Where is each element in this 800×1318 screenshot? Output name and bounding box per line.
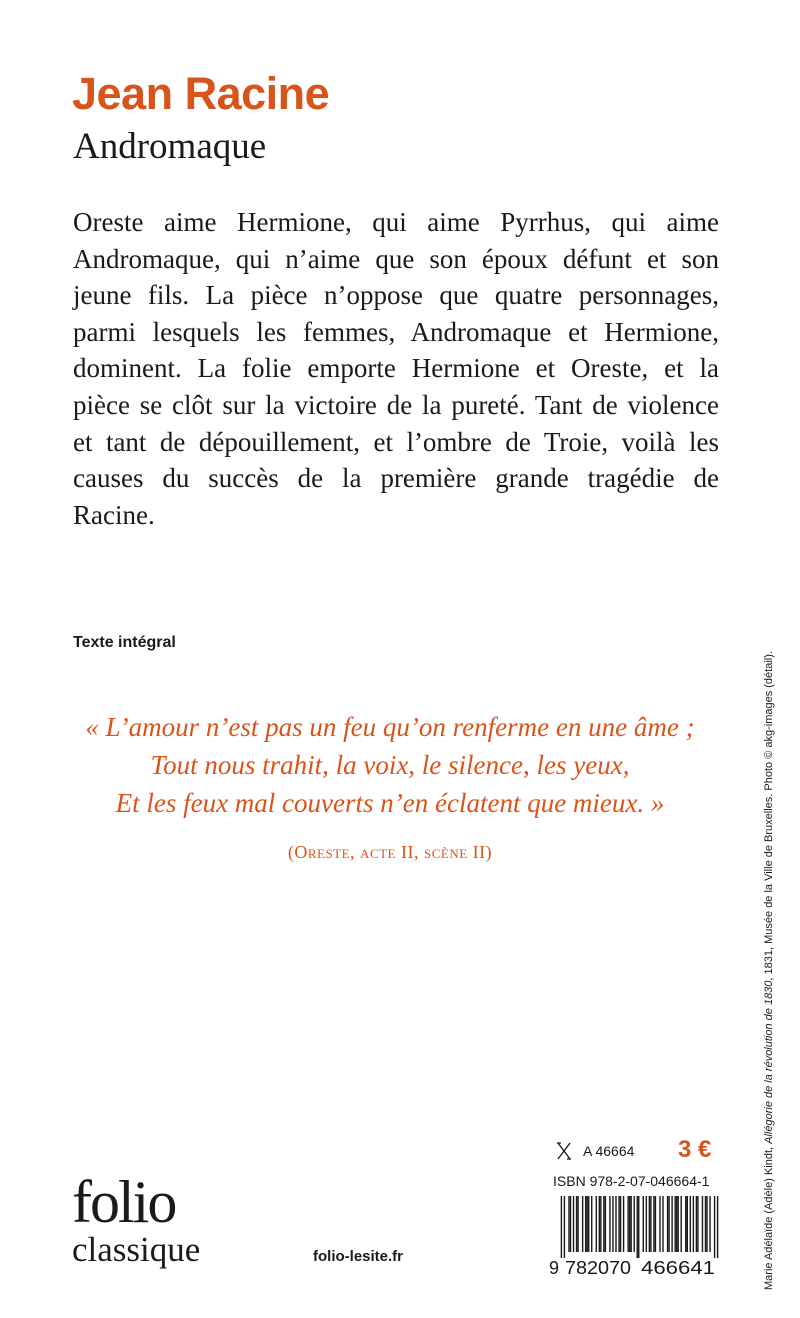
barcode-bar [671, 1196, 672, 1252]
blurb-line: et tant de dépouillement, et l’ombre de Troie, voilà les [73, 426, 719, 457]
barcode-bar [573, 1196, 574, 1252]
barcode-bar [650, 1196, 651, 1252]
barcode-bar [681, 1196, 682, 1252]
edition-mention: Texte intégral [73, 634, 176, 651]
price-row [555, 1136, 720, 1166]
barcode-bar [596, 1196, 597, 1252]
barcode-bar [600, 1196, 601, 1252]
barcode-bar [638, 1196, 639, 1258]
quote-line: « L’amour n’est pas un feu qu’on renferme en une âme ; [85, 712, 695, 742]
barcode-bar [588, 1196, 589, 1252]
barcode-bar [643, 1196, 644, 1252]
blurb-line: causes du succès de la première grande tragédie de [73, 463, 719, 494]
barcode-bar [653, 1196, 654, 1252]
barcode-bar [667, 1196, 668, 1252]
barcode-bar [655, 1196, 656, 1252]
barcode-bar [646, 1196, 647, 1252]
barcode-bar [696, 1196, 697, 1252]
barcode-bar [627, 1196, 628, 1252]
blurb-line: parmi lesquels les femmes, Andromaque et Hermione, [73, 316, 719, 347]
barcode-bar [585, 1196, 586, 1252]
barcode-bar [615, 1196, 616, 1252]
barcode-bar [586, 1196, 587, 1252]
blurb-line: Oreste aime Hermione, qui aime Pyrrhus, qui aime [73, 207, 719, 237]
author-name: Jean Racine [72, 68, 330, 119]
barcode-bar [637, 1196, 638, 1258]
barcode-bar [717, 1196, 718, 1258]
barcode-bar [599, 1196, 600, 1252]
barcode-bar [591, 1196, 592, 1252]
blurb-line: dominent. La folie emporte Hermione et Oreste, et la [73, 353, 719, 384]
barcode-bar [709, 1196, 710, 1252]
folio-logo: folio [72, 1169, 176, 1235]
barcode-bar [702, 1196, 703, 1252]
quote-line: Tout nous trahit, la voix, le silence, les yeux, [150, 750, 630, 780]
barcode-bar [618, 1196, 619, 1252]
barcode-bar [561, 1196, 562, 1258]
barcode [548, 1196, 720, 1276]
barcode-bar [576, 1196, 577, 1252]
credit-before: Marie Adélaïde (Adèle) Kindt, [763, 1143, 775, 1290]
article-number: A 46664 [583, 1143, 635, 1159]
blurb-line: Andromaque, qui n’aime que son époux défunt et son [73, 243, 719, 274]
barcode-bar [568, 1196, 569, 1252]
barcode-bar [674, 1196, 675, 1252]
barcode-bar [677, 1196, 678, 1252]
barcode-bar [623, 1196, 624, 1252]
barcode-digits-right: 466641 [641, 1258, 715, 1276]
back-cover-blurb [73, 204, 719, 533]
barcode-bar [687, 1196, 688, 1252]
barcode-bar [570, 1196, 571, 1252]
barcode-bar [662, 1196, 663, 1252]
barcode-bar [649, 1196, 650, 1252]
barcode-bar [693, 1196, 694, 1252]
image-credit [762, 651, 776, 1290]
credit-after: , 1831, Musée de la Ville de Bruxelles. Photo © akg-images (détail). [763, 651, 775, 981]
barcode-bar [633, 1196, 634, 1252]
barcode-bars [561, 1196, 719, 1258]
publisher-website: folio-lesite.fr [313, 1248, 404, 1265]
collection-logo: classique [72, 1230, 201, 1269]
credit-work-title: Allégorie de la révolution de 1830 [763, 980, 775, 1144]
price-category-icon [555, 1141, 573, 1161]
barcode-bar [659, 1196, 660, 1252]
barcode-bar [603, 1196, 604, 1252]
barcode-bar [605, 1196, 606, 1252]
barcode-bar [582, 1196, 583, 1252]
book-title: Andromaque [73, 126, 267, 167]
barcode-bar [705, 1196, 706, 1252]
barcode-bar [690, 1196, 691, 1252]
barcode-digit-first: 9 [549, 1258, 560, 1276]
isbn: ISBN 978-2-07-046664-1 [553, 1173, 710, 1189]
barcode-bar [697, 1196, 698, 1252]
barcode-bar [564, 1196, 565, 1258]
price: 3 € [678, 1136, 712, 1163]
barcode-bar [630, 1196, 631, 1252]
quote-line: Et les feux mal couverts n’en éclatent que mieux. » [115, 788, 665, 818]
barcode-digits-left: 782070 [565, 1258, 631, 1276]
blurb-line: pièce se clôt sur la victoire de la pureté. Tant de violence [73, 389, 719, 420]
blurb-line: Racine. [73, 499, 155, 530]
barcode-bar [706, 1196, 707, 1252]
barcode-bar [620, 1196, 621, 1252]
barcode-bar [612, 1196, 613, 1252]
barcode-bar [577, 1196, 578, 1252]
barcode-bar [714, 1196, 715, 1258]
barcode-bar [609, 1196, 610, 1252]
barcode-bar [668, 1196, 669, 1252]
barcode-bar [685, 1196, 686, 1252]
blurb-line: jeune fils. La pièce n’oppose que quatre personnages, [73, 280, 719, 311]
quote-attribution: (Oreste, acte II, scène II) [287, 842, 493, 862]
barcode-bar [676, 1196, 677, 1252]
barcode-bar [629, 1196, 630, 1252]
quote-block [60, 708, 720, 822]
